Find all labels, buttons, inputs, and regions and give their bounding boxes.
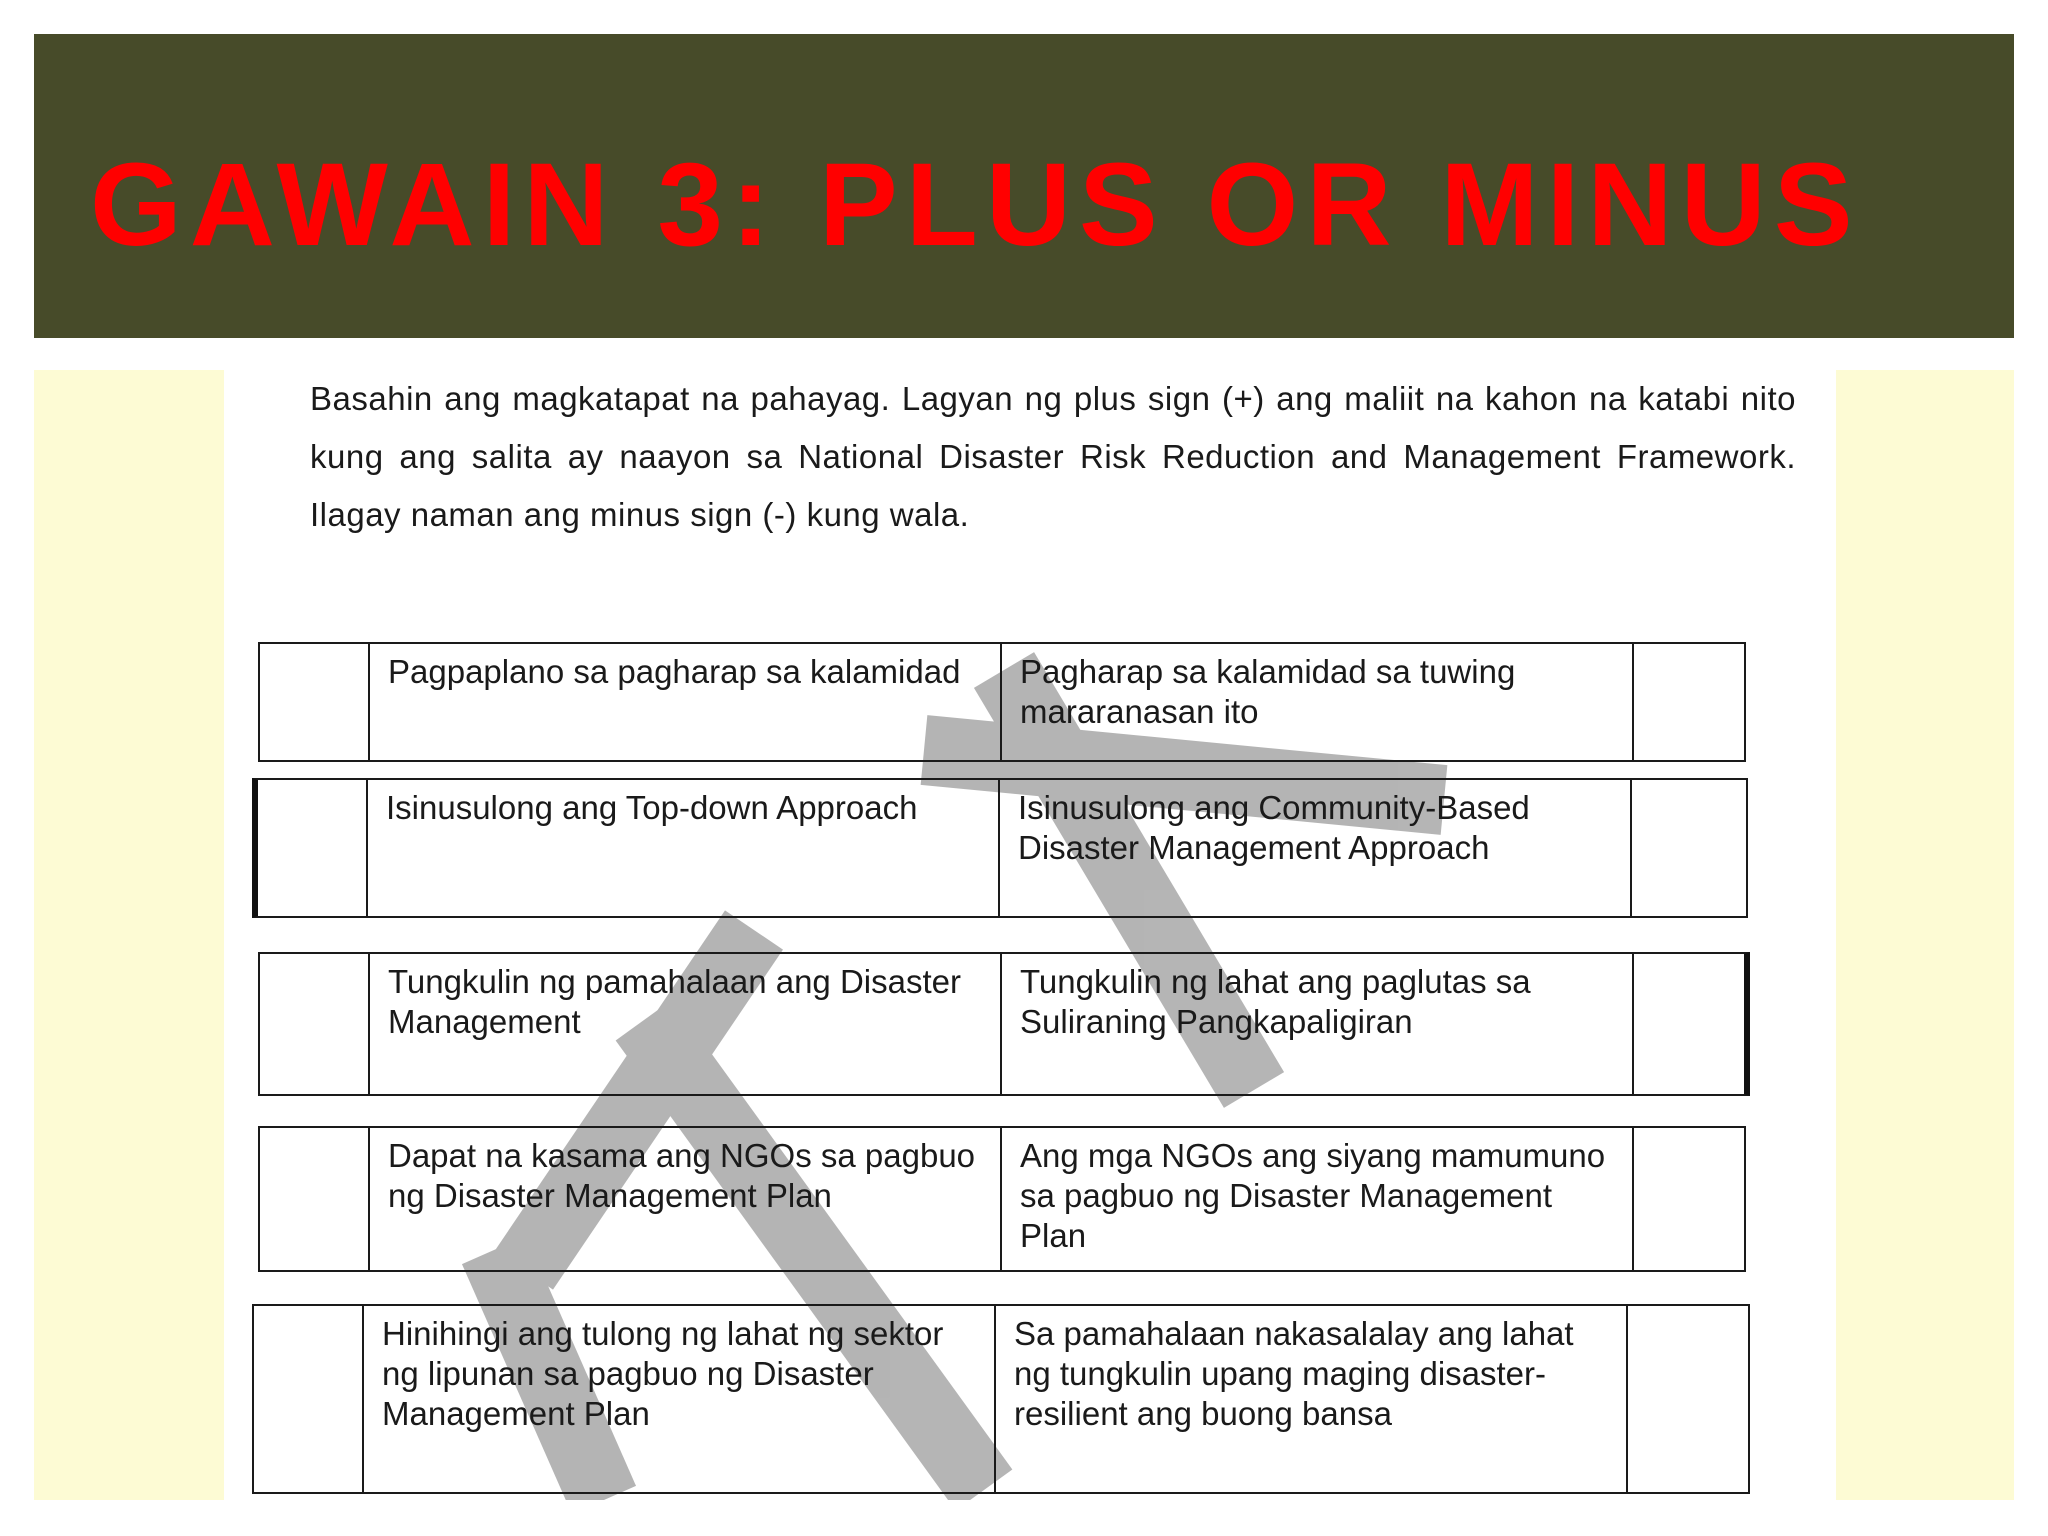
answer-box-left[interactable] — [260, 644, 370, 760]
answer-box-left[interactable] — [260, 954, 370, 1094]
statement-left: Isinusulong ang Top-down Approach — [368, 780, 1000, 916]
statement-left: Dapat na kasama ang NGOs sa pagbuo ng Disaster Management Plan — [370, 1128, 1002, 1270]
table-row — [258, 642, 1746, 762]
statement-left: Hinihingi ang tulong ng lahat ng sektor ng lipunan sa pagbuo ng Disaster Management Plan — [364, 1306, 996, 1492]
statement-right: Tungkulin ng lahat ang paglutas sa Suliraning Pangkapaligiran — [1002, 954, 1634, 1094]
answer-box-left[interactable] — [258, 780, 368, 916]
document-scan — [224, 370, 1836, 1500]
table-row — [252, 1304, 1750, 1494]
table-row — [258, 1126, 1746, 1272]
statement-right: Ang mga NGOs ang siyang mamumuno sa pagbuo ng Disaster Management Plan — [1002, 1128, 1634, 1270]
table-row — [258, 952, 1750, 1096]
statement-left: Pagpaplano sa pagharap sa kalamidad — [370, 644, 1002, 760]
slide-title: GAWAIN 3: PLUS OR MINUS — [90, 139, 1861, 271]
answer-box-right[interactable] — [1628, 1306, 1748, 1492]
statement-right: Isinusulong ang Community-Based Disaster Management Approach — [1000, 780, 1632, 916]
answer-box-right[interactable] — [1634, 644, 1744, 760]
instructions-paragraph: Basahin ang magkatapat na pahayag. Lagyan ng plus sign (+) ang maliit na kahon na katabi nito kung ang salita ay naayon sa National Disaster Risk Reduction and Management Framework. Ilagay naman ang minus sign (-) kung wala. — [310, 380, 1796, 533]
table-row — [252, 778, 1748, 918]
statement-right: Sa pamahalaan nakasalalay ang lahat ng tungkulin upang maging disaster-resilient ang buong bansa — [996, 1306, 1628, 1492]
content-band — [34, 370, 2014, 1500]
answer-box-left[interactable] — [254, 1306, 364, 1492]
title-band — [34, 34, 2014, 338]
answer-box-right[interactable] — [1634, 954, 1744, 1094]
answer-box-left[interactable] — [260, 1128, 370, 1270]
answer-box-right[interactable] — [1634, 1128, 1744, 1270]
answer-box-right[interactable] — [1632, 780, 1746, 916]
statement-left: Tungkulin ng pamahalaan ang Disaster Management — [370, 954, 1002, 1094]
statement-right: Pagharap sa kalamidad sa tuwing mararanasan ito — [1002, 644, 1634, 760]
